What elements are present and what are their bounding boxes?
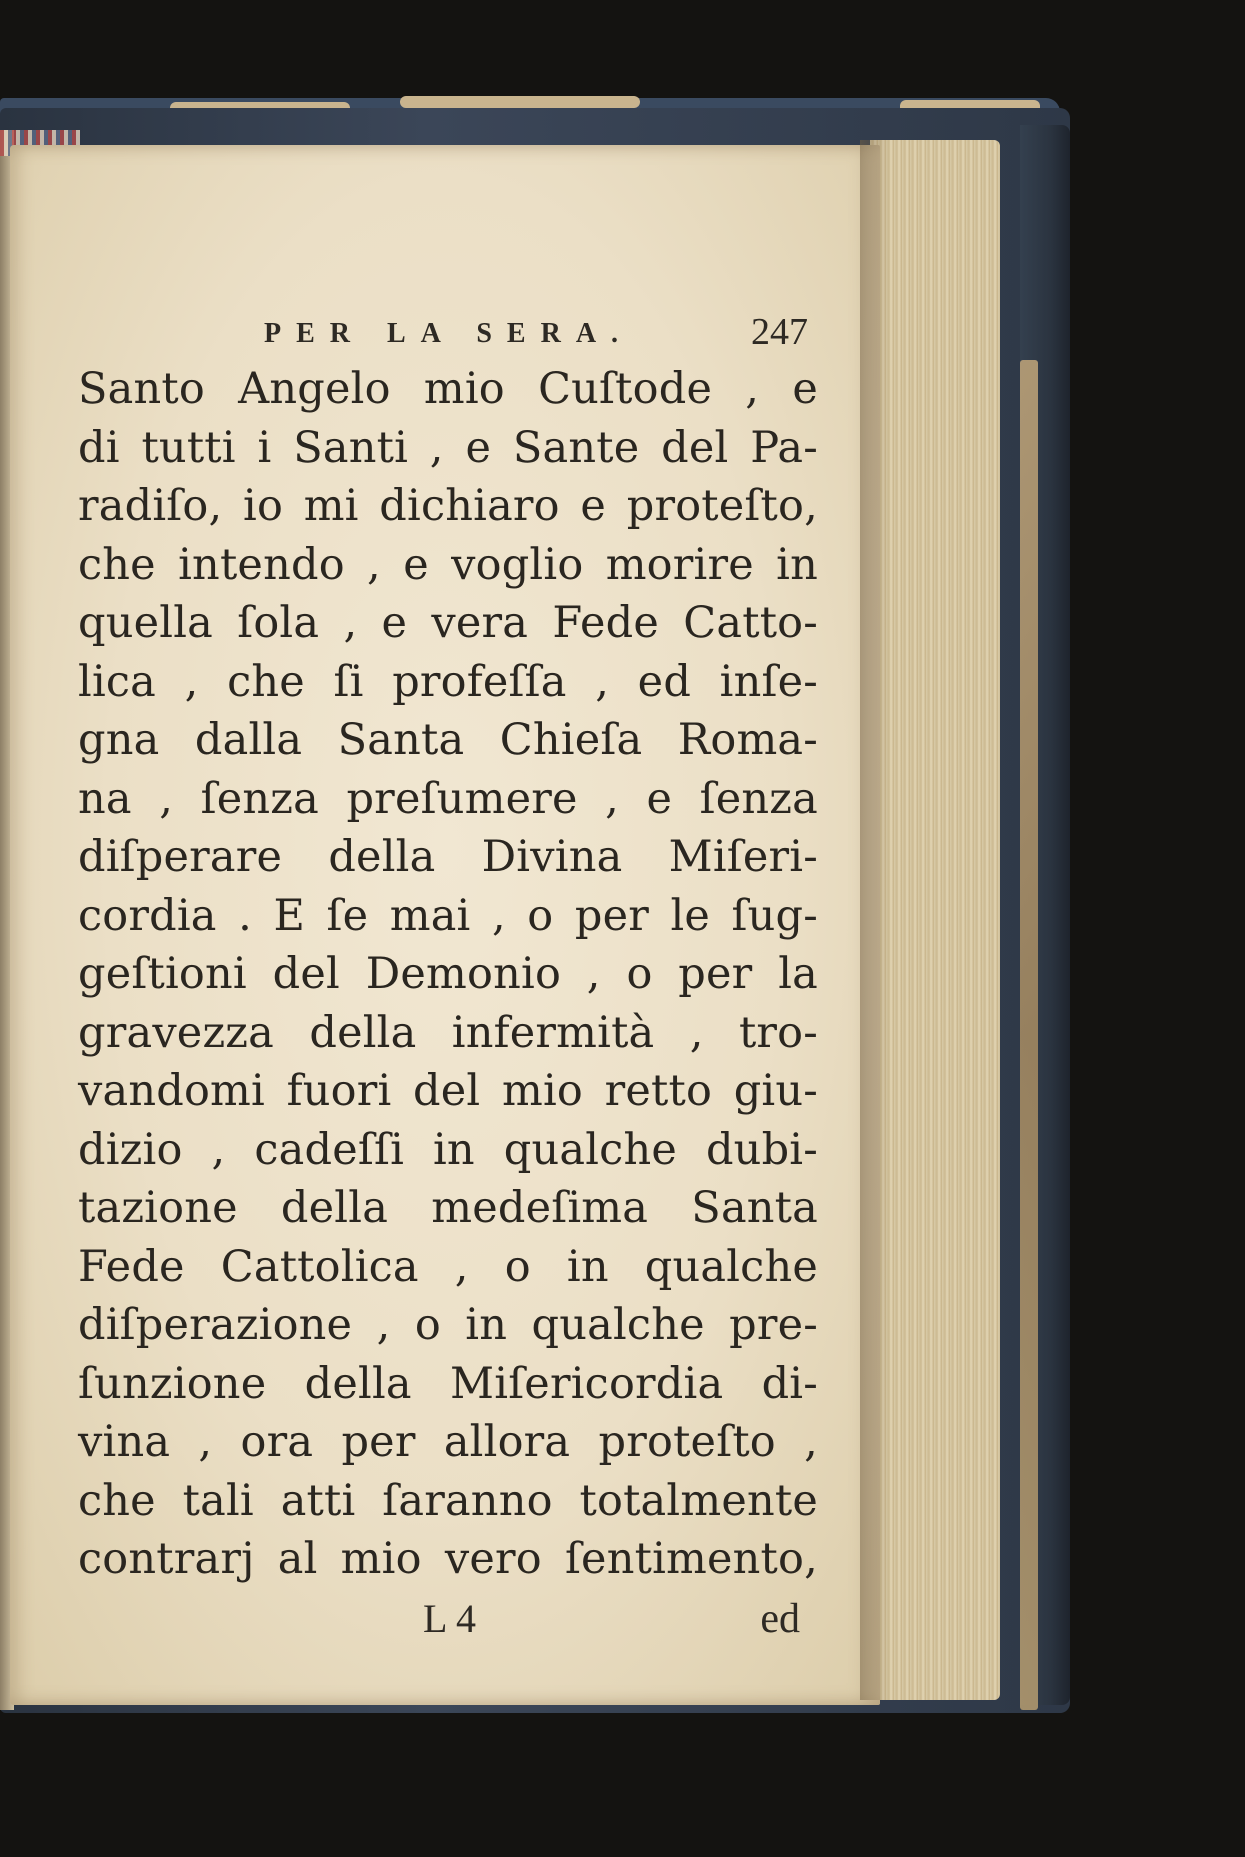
- text-line: Fede Cattolica , o in qualche: [78, 1241, 818, 1292]
- signature-mark: L 4: [423, 1595, 476, 1641]
- text-line: tazione della medeſima Santa: [78, 1183, 818, 1233]
- text-line: che intendo , e voglio morire in: [78, 539, 818, 590]
- text-line: diſperazione , o in qualche pre-: [78, 1300, 818, 1350]
- worn-cover-strip: [1020, 360, 1038, 1710]
- text-line: vina , ora per allora proteſto ,: [78, 1417, 818, 1467]
- text-line: vandomi fuori del mio retto giu-: [78, 1066, 818, 1116]
- text-line: lica , che ſi profeſſa , ed inſe-: [78, 656, 818, 707]
- text-line: contrarj al mio vero ſentimento,: [78, 1534, 818, 1584]
- text-line: gravezza della infermità , tro-: [78, 1007, 818, 1058]
- page-footer: [78, 1589, 818, 1649]
- text-line: di tutti i Santi , e Sante del Pa-: [78, 422, 818, 473]
- running-title: PER LA SERA.: [264, 318, 634, 349]
- text-line: Santo Angelo mio Cuſtode , e: [78, 364, 818, 414]
- page-text-block: [78, 310, 818, 1649]
- text-line: che tali atti ſaranno totalmente: [78, 1475, 818, 1526]
- text-line: dizio , cadeſſi in qualche dubi-: [78, 1124, 818, 1175]
- page-number: 247: [751, 311, 808, 353]
- catchword: ed: [760, 1595, 800, 1642]
- text-line: radiſo, io mi dichiaro e proteſto,: [78, 481, 818, 531]
- text-line: cordia . E ſe mai , o per le ſug-: [78, 890, 818, 941]
- text-line: quella ſola , e vera Fede Catto-: [78, 598, 818, 648]
- text-line: na , ſenza preſumere , e ſenza: [78, 773, 818, 824]
- running-head: [78, 310, 818, 360]
- text-line: gna dalla Santa Chieſa Roma-: [78, 715, 818, 765]
- text-line: diſperare della Divina Miſeri-: [78, 832, 818, 882]
- gutter-shadow: [860, 140, 890, 1700]
- text-line: ſunzione della Miſericordia di-: [78, 1358, 818, 1409]
- text-line: geſtioni del Demonio , o per la: [78, 949, 818, 999]
